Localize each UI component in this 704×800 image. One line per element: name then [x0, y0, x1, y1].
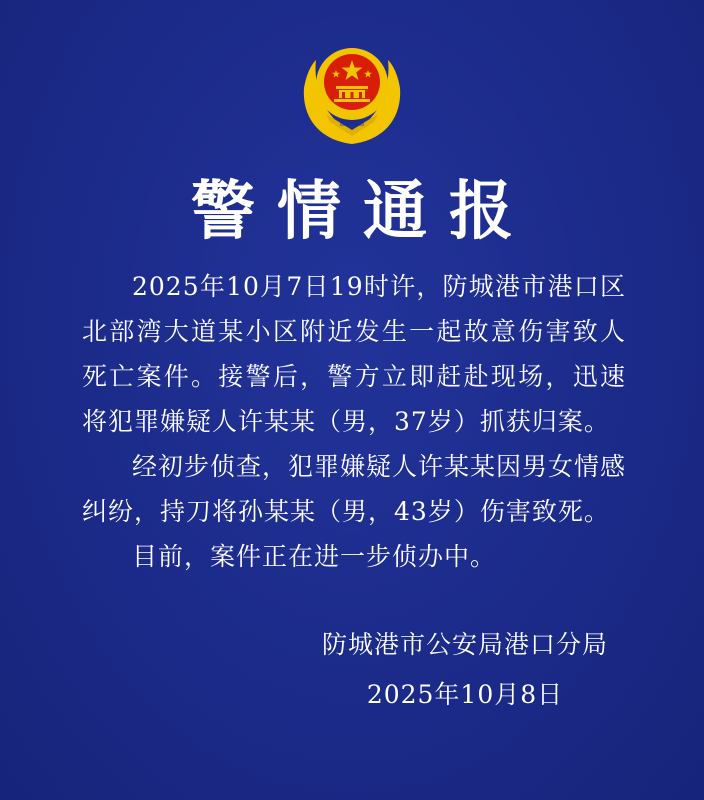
- paragraph-investigation: 经初步侦查，犯罪嫌疑人许某某因男女情感纠纷，持刀将孙某某（男，43岁）伤害致死。: [82, 452, 627, 526]
- issuing-organization: 防城港市公安局港口分局: [321, 630, 608, 659]
- issue-date: 2025年10月8日: [366, 680, 564, 709]
- police-emblem-icon: [296, 36, 408, 148]
- notice-body: [82, 264, 626, 579]
- paragraph-incident: 2025年10月7日19时许，防城港市港口区北部湾大道某小区附近发生一起故意伤害致人死亡案件。接警后，警方立即赶赴现场，迅速将犯罪嫌疑人许某某（男，37岁）抓获归案。: [82, 272, 626, 436]
- paragraph-status: 目前，案件正在进一步侦办中。: [132, 542, 497, 571]
- signature-block: [322, 620, 608, 720]
- notice-title: 警情通报: [191, 175, 535, 249]
